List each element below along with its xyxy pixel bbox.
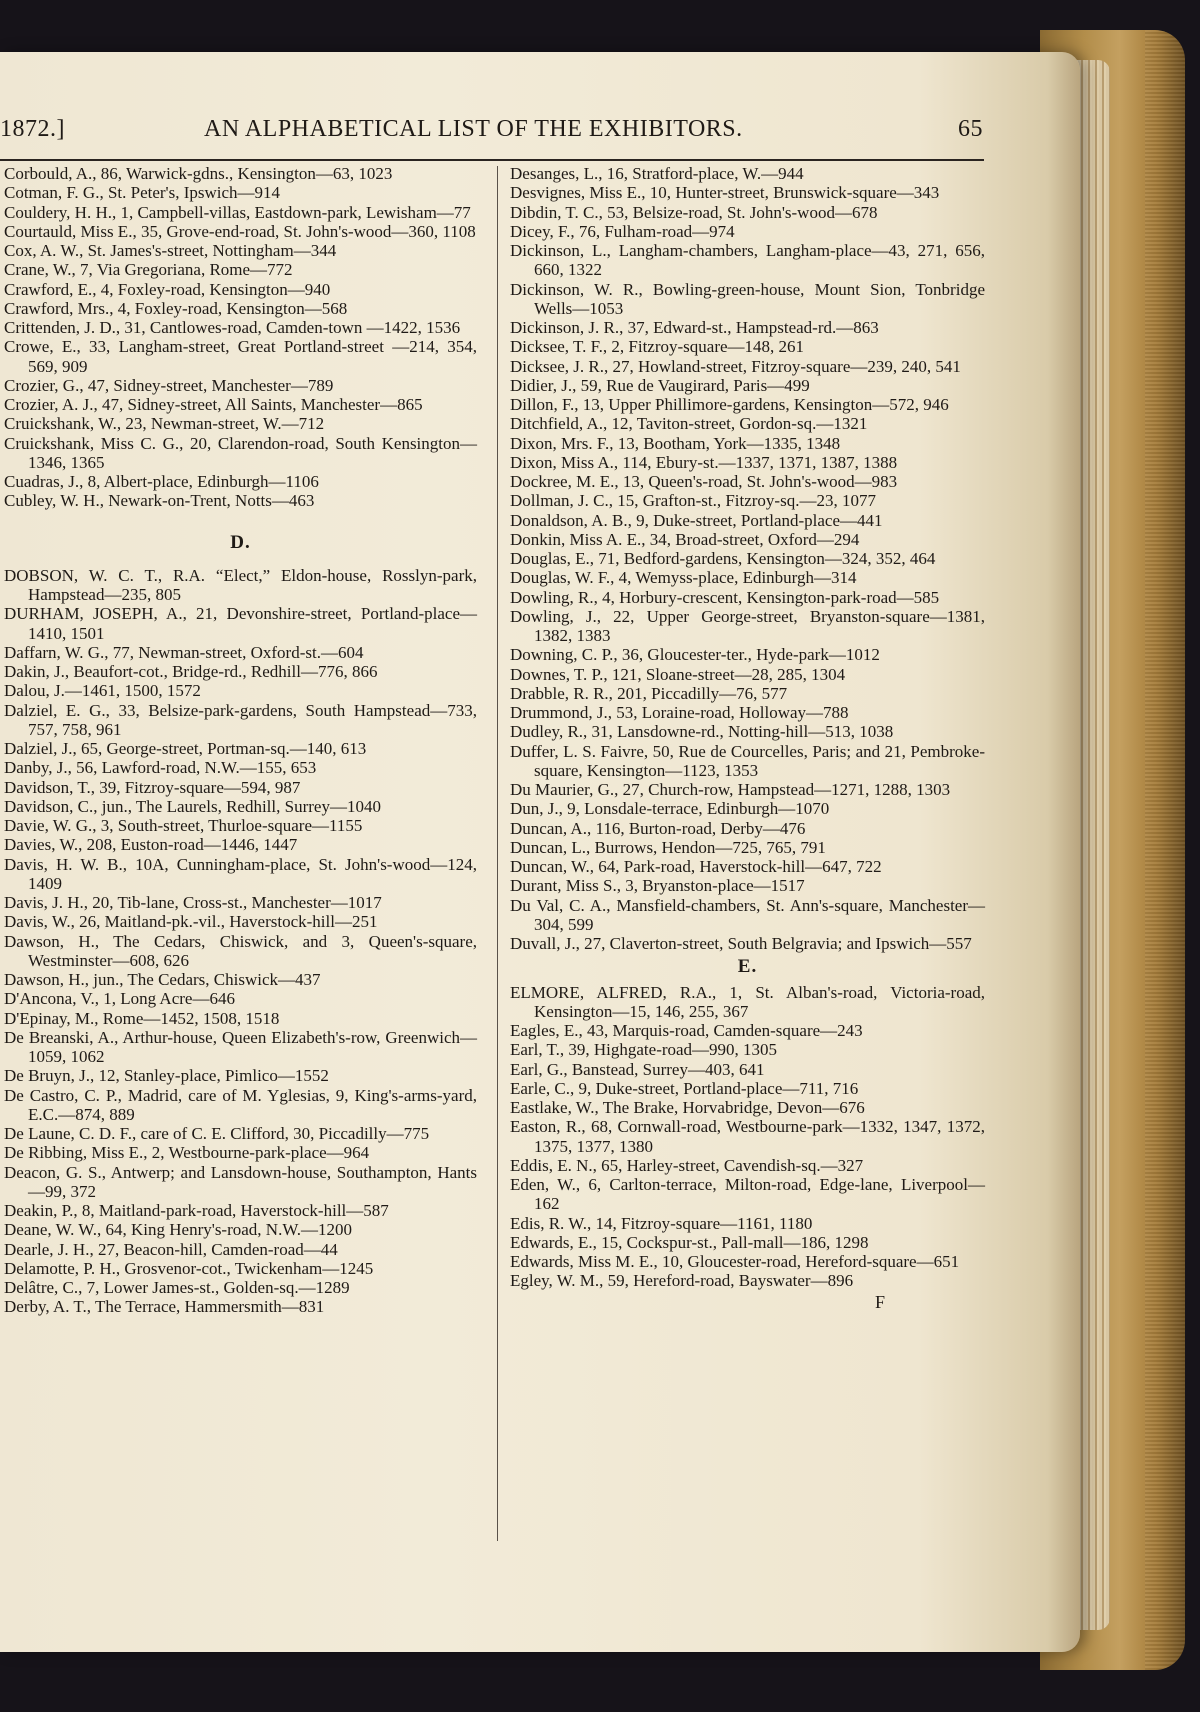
exhibitor-entry: Dakin, J., Beaufort-cot., Bridge-rd., Redhill—776, 866 (4, 662, 378, 681)
exhibitor-entry: Duncan, L., Burrows, Hendon—725, 765, 791 (510, 837, 826, 857)
exhibitor-entry: D'Ancona, V., 1, Long Acre—646 (4, 989, 235, 1009)
exhibitor-entry: Dickinson, L., Langham-chambers, Langham-place—43, 271, 656, 660, 1322 (510, 241, 985, 280)
exhibitor-entry: Eden, W., 6, Carlton-terrace, Milton-road, Edge-lane, Liverpool—162 (510, 1175, 985, 1214)
exhibitor-entry: Dibdin, T. C., 53, Belsize-road, St. John's-wood—678 (510, 202, 878, 222)
exhibitor-entry: Deakin, P., 8, Maitland-park-road, Haverstock-hill—587 (4, 1201, 389, 1220)
exhibitor-entry: Douglas, E., 71, Bedford-gardens, Kensington—324, 352, 464 (510, 549, 936, 568)
exhibitor-entry: Dickinson, W. R., Bowling-green-house, Mount Sion, Tonbridge Wells—1053 (510, 279, 985, 318)
exhibitor-entry: Drabble, R. R., 201, Piccadilly—76, 577 (510, 683, 788, 703)
exhibitor-entry: Dowling, J., 22, Upper George-street, Bryanston-square—1381, 1382, 1383 (510, 606, 985, 645)
exhibitor-entry: Cubley, W. H., Newark-on-Trent, Notts—463 (4, 491, 315, 511)
exhibitor-entry: Davidson, T., 39, Fitzroy-square—594, 987 (4, 777, 301, 797)
exhibitor-entry: Du Maurier, G., 27, Church-row, Hampstead—1271, 1288, 1303 (510, 780, 951, 799)
exhibitor-entry: Dalziel, J., 65, George-street, Portman-sq.—140, 613 (4, 739, 367, 758)
exhibitor-entry: Crane, W., 7, Via Gregoriana, Rome—772 (4, 260, 293, 280)
exhibitor-entry: Duncan, W., 64, Park-road, Haverstock-hill—647, 722 (510, 857, 882, 876)
exhibitor-entry: Daffarn, W. G., 77, Newman-street, Oxford-st.—604 (4, 642, 364, 662)
header-year: 1872.] (0, 116, 65, 142)
exhibitor-entry: Egley, W. M., 59, Hereford-road, Bayswater—896 (510, 1271, 854, 1291)
exhibitor-entry: Cuadras, J., 8, Albert-place, Edinburgh—1106 (4, 472, 319, 491)
exhibitor-entry: Deane, W. W., 64, King Henry's-road, N.W.—1200 (4, 1220, 353, 1240)
right-column (510, 164, 985, 1312)
exhibitor-entry: Earl, G., Banstead, Surrey—403, 641 (510, 1059, 765, 1079)
exhibitor-entry: Duncan, A., 116, Burton-road, Derby—476 (510, 818, 806, 838)
exhibitor-entry: Edwards, E., 15, Cockspur-st., Pall-mall—186, 1298 (510, 1232, 869, 1252)
exhibitor-entry: Easton, R., 68, Cornwall-road, Westbourne-park—1332, 1347, 1372, 1375, 1377, 1380 (510, 1117, 985, 1156)
exhibitor-entry: Crawford, Mrs., 4, Foxley-road, Kensington—568 (4, 298, 348, 318)
exhibitor-entry: Didier, J., 59, Rue de Vaugirard, Paris—499 (510, 375, 810, 395)
column-divider (497, 166, 498, 1541)
exhibitor-entry: De Castro, C. P., Madrid, care of M. Yglesias, 9, King's-arms-yard, E.C.—874, 889 (4, 1085, 477, 1124)
exhibitor-entry: Crowe, E., 33, Langham-street, Great Portland-street —214, 354, 569, 909 (4, 337, 477, 376)
exhibitor-entry: Couldery, H. H., 1, Campbell-villas, Eastdown-park, Lewisham—77 (4, 202, 471, 222)
exhibitor-entry: Ditchfield, A., 12, Taviton-street, Gordon-sq.—1321 (510, 414, 868, 434)
exhibitor-entry: Dicksee, T. F., 2, Fitzroy-square—148, 261 (510, 337, 805, 357)
exhibitor-entry: Eastlake, W., The Brake, Horvabridge, Devon—676 (510, 1098, 865, 1117)
exhibitor-entry: Earle, C., 9, Duke-street, Portland-place—711, 716 (510, 1078, 859, 1098)
exhibitor-entry: Delamotte, P. H., Grosvenor-cot., Twickenham—1245 (4, 1258, 374, 1278)
exhibitor-entry: Cruickshank, Miss C. G., 20, Clarendon-road, South Kensington—1346, 1365 (4, 433, 477, 472)
exhibitor-entry: Dixon, Miss A., 114, Ebury-st.—1337, 1371, 1387, 1388 (510, 452, 898, 472)
exhibitor-entry: Dillon, F., 13, Upper Phillimore-gardens, Kensington—572, 946 (510, 395, 949, 414)
exhibitor-entry: Eddis, E. N., 65, Harley-street, Cavendish-sq.—327 (510, 1155, 864, 1175)
section-heading: D. (230, 531, 251, 553)
exhibitor-entry: Eagles, E., 43, Marquis-road, Camden-square—243 (510, 1021, 863, 1040)
exhibitor-entry: Davis, J. H., 20, Tib-lane, Cross-st., Manchester—1017 (4, 893, 382, 912)
exhibitor-entry: D'Epinay, M., Rome—1452, 1508, 1518 (4, 1008, 280, 1028)
exhibitor-entry: DOBSON, W. C. T., R.A. “Elect,” Eldon-house, Rosslyn-park, Hampstead—235, 805 (4, 565, 477, 604)
exhibitor-entry: Dicey, F., 76, Fulham-road—974 (510, 221, 735, 241)
exhibitor-entry: Corbould, A., 86, Warwick-gdns., Kensington—63, 1023 (4, 164, 393, 183)
exhibitor-entry: Dollman, J. C., 15, Grafton-st., Fitzroy-sq.—23, 1077 (510, 491, 876, 511)
exhibitor-entry: Downes, T. P., 121, Sloane-street—28, 285, 1304 (510, 664, 846, 684)
exhibitor-entry: Edwards, Miss M. E., 10, Gloucester-road, Hereford-square—651 (510, 1252, 960, 1271)
exhibitor-entry: Dixon, Mrs. F., 13, Bootham, York—1335, 1348 (510, 433, 841, 453)
exhibitor-entry: De Ribbing, Miss E., 2, Westbourne-park-place—964 (4, 1143, 370, 1163)
exhibitor-entry: Davis, H. W. B., 10A, Cunningham-place, St. John's-wood—124, 1409 (4, 854, 477, 893)
exhibitor-entry: Cotman, F. G., St. Peter's, Ipswich—914 (4, 183, 281, 203)
exhibitor-entry: Dickinson, J. R., 37, Edward-st., Hampstead-rd.—863 (510, 318, 879, 337)
book-page (0, 52, 1080, 1652)
exhibitor-entry: Donaldson, A. B., 9, Duke-street, Portland-place—441 (510, 510, 883, 530)
page-number: 65 (958, 116, 983, 142)
left-column (4, 164, 477, 1317)
signature-mark: F (874, 1291, 885, 1312)
exhibitor-entry: Donkin, Miss A. E., 34, Broad-street, Oxford—294 (510, 529, 860, 549)
exhibitor-entry: Cox, A. W., St. James's-street, Nottingham—344 (4, 241, 337, 260)
exhibitor-entry: Davidson, C., jun., The Laurels, Redhill, Surrey—1040 (4, 796, 381, 816)
exhibitor-entry: Cruickshank, W., 23, Newman-street, W.—712 (4, 414, 325, 434)
header-title: AN ALPHABETICAL LIST OF THE EXHIBITORS. (204, 116, 743, 142)
exhibitor-entry: Crittenden, J. D., 31, Cantlowes-road, Camden-town —1422, 1536 (4, 318, 461, 337)
exhibitor-entry: De Breanski, A., Arthur-house, Queen Elizabeth's-row, Greenwich—1059, 1062 (4, 1027, 477, 1066)
exhibitor-entry: Drummond, J., 53, Loraine-road, Holloway—788 (510, 703, 849, 722)
section-heading: E. (737, 956, 758, 978)
exhibitor-entry: Derby, A. T., The Terrace, Hammersmith—831 (4, 1297, 325, 1317)
exhibitor-entry: Downing, C. P., 36, Gloucester-ter., Hyde-park—1012 (510, 645, 880, 665)
exhibitor-entry: Davie, W. G., 3, South-street, Thurloe-square—1155 (4, 816, 363, 835)
exhibitor-entry: Davis, W., 26, Maitland-pk.-vil., Haverstock-hill—251 (4, 912, 378, 932)
exhibitor-entry: Dicksee, J. R., 27, Howland-street, Fitzroy-square—239, 240, 541 (510, 356, 961, 376)
exhibitor-entry: Delâtre, C., 7, Lower James-st., Golden-sq.—1289 (4, 1278, 350, 1297)
exhibitor-entry: Courtauld, Miss E., 35, Grove-end-road, St. John's-wood—360, 1108 (4, 221, 476, 241)
exhibitor-entry: Dawson, H., The Cedars, Chiswick, and 3, Queen's-square, Westminster—608, 626 (4, 931, 477, 970)
exhibitor-entry: Dalziel, E. G., 33, Belsize-park-gardens, South Hampstead—733, 757, 758, 961 (4, 700, 477, 739)
exhibitor-entry: Duvall, J., 27, Claverton-street, South Belgravia; and Ipswich—557 (510, 934, 972, 953)
exhibitor-entry: Dudley, R., 31, Lansdowne-rd., Notting-hill—513, 1038 (510, 722, 894, 742)
exhibitor-entry: Desanges, L., 16, Stratford-place, W.—944 (510, 164, 804, 183)
exhibitor-entry: Desvignes, Miss E., 10, Hunter-street, Brunswick-square—343 (510, 183, 940, 203)
exhibitor-entry: Dowling, R., 4, Horbury-crescent, Kensington-park-road—585 (510, 587, 940, 607)
exhibitor-entry: Du Val, C. A., Mansfield-chambers, St. Ann's-square, Manchester—304, 599 (510, 895, 985, 934)
exhibitor-entry: Crozier, A. J., 47, Sidney-street, All Saints, Manchester—865 (4, 395, 423, 414)
header-rule (0, 159, 984, 161)
exhibitor-entry: Deacon, G. S., Antwerp; and Lansdown-house, Southampton, Hants—99, 372 (4, 1162, 477, 1201)
exhibitor-entry: ELMORE, ALFRED, R.A., 1, St. Alban's-road, Victoria-road, Kensington—15, 146, 255, 367 (510, 982, 985, 1021)
exhibitor-entry: Crawford, E., 4, Foxley-road, Kensington—940 (4, 279, 331, 299)
exhibitor-entry: Davies, W., 208, Euston-road—1446, 1447 (4, 835, 298, 855)
exhibitor-entry: Edis, R. W., 14, Fitzroy-square—1161, 1180 (510, 1213, 813, 1233)
exhibitor-entry: Earl, T., 39, Highgate-road—990, 1305 (510, 1040, 778, 1060)
exhibitor-entry: De Laune, C. D. F., care of C. E. Clifford, 30, Piccadilly—775 (4, 1124, 430, 1143)
exhibitor-entry: Dun, J., 9, Lonsdale-terrace, Edinburgh—1070 (510, 799, 830, 819)
exhibitor-entry: Dalou, J.—1461, 1500, 1572 (4, 681, 201, 701)
exhibitor-entry: De Bruyn, J., 12, Stanley-place, Pimlico—1552 (4, 1066, 329, 1086)
exhibitor-entry: Duffer, L. S. Faivre, 50, Rue de Courcelles, Paris; and 21, Pembroke-square, Kensington—1123, 1353 (510, 741, 985, 780)
running-head (0, 116, 983, 156)
exhibitor-entry: Douglas, W. F., 4, Wemyss-place, Edinburgh—314 (510, 568, 857, 588)
exhibitor-entry: Crozier, G., 47, Sidney-street, Manchester—789 (4, 375, 334, 395)
exhibitor-entry: Durant, Miss S., 3, Bryanston-place—1517 (510, 876, 805, 896)
exhibitor-entry: DURHAM, JOSEPH, A., 21, Devonshire-street, Portland-place—1410, 1501 (4, 604, 477, 643)
exhibitor-entry: Dearle, J. H., 27, Beacon-hill, Camden-road—44 (4, 1239, 338, 1259)
exhibitor-entry: Dawson, H., jun., The Cedars, Chiswick—437 (4, 970, 321, 989)
exhibitor-entry: Danby, J., 56, Lawford-road, N.W.—155, 653 (4, 758, 317, 778)
exhibitor-entry: Dockree, M. E., 13, Queen's-road, St. John's-wood—983 (510, 472, 898, 491)
